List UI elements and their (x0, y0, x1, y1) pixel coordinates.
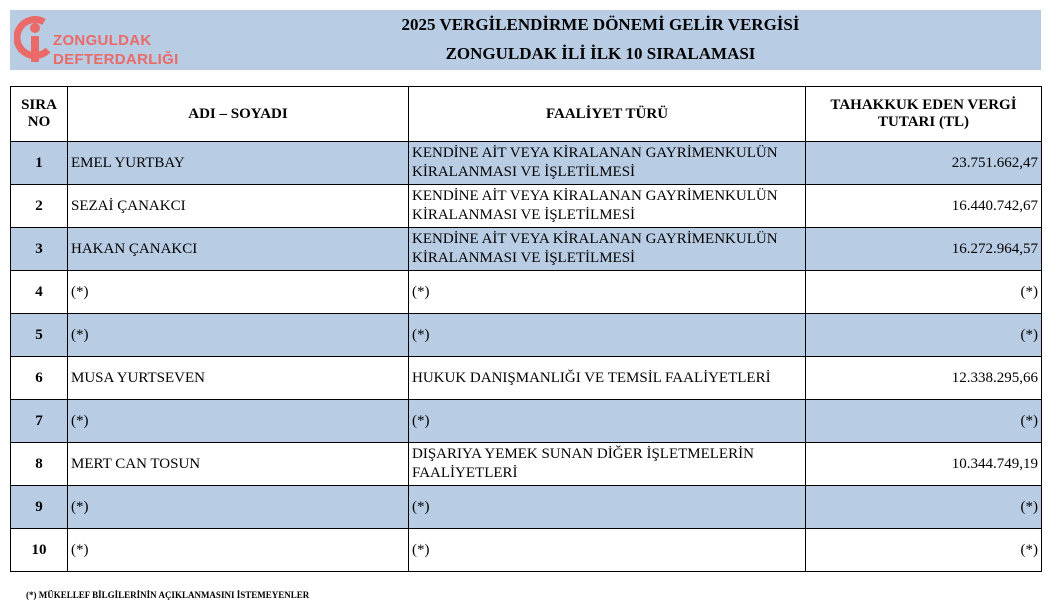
activity-line1: (*) (412, 283, 430, 300)
table-row (11, 529, 1042, 572)
activity-line2: FAALİYETLERİ (412, 465, 518, 481)
column-header-name: ADI – SOYADI (68, 87, 409, 142)
tax-amount: (*) (806, 529, 1042, 572)
taxpayer-name: EMEL YURTBAY (68, 142, 409, 185)
footnote: (*) MÜKELLEF BİLGİLERİNİN AÇIKLANMASINI İSTEMEYENLER (26, 590, 310, 600)
tax-amount: 10.344.749,19 (806, 443, 1042, 486)
tax-amount: 16.272.964,57 (806, 228, 1042, 271)
row-number: 5 (11, 314, 68, 357)
activity-type (409, 314, 806, 357)
page-title: 2025 VERGİLENDİRME DÖNEMİ GELİR VERGİSİ (401, 15, 800, 34)
row-number: 9 (11, 486, 68, 529)
activity-line1: (*) (412, 541, 430, 558)
table-row (11, 357, 1042, 400)
activity-line1: KENDİNE AİT VEYA KİRALANAN GAYRİMENKULÜN (412, 231, 778, 247)
activity-line1: DIŞARIYA YEMEK SUNAN DİĞER İŞLETMELERİN (412, 446, 754, 462)
activity-type (409, 142, 806, 185)
row-number: 8 (11, 443, 68, 486)
table-header-row (11, 87, 1042, 142)
activity-line1: KENDİNE AİT VEYA KİRALANAN GAYRİMENKULÜN (412, 188, 778, 204)
activity-line1: KENDİNE AİT VEYA KİRALANAN GAYRİMENKULÜN (412, 145, 778, 161)
row-number: 3 (11, 228, 68, 271)
activity-type (409, 185, 806, 228)
tax-amount: (*) (806, 314, 1042, 357)
tax-amount: 12.338.295,66 (806, 357, 1042, 400)
header-band (10, 10, 1041, 70)
taxpayer-name: (*) (68, 400, 409, 443)
taxpayer-name: (*) (68, 314, 409, 357)
table-row (11, 142, 1042, 185)
page-subtitle: ZONGULDAK İLİ İLK 10 SIRALAMASI (445, 44, 756, 63)
row-number: 1 (11, 142, 68, 185)
logo-line2: DEFTERDARLIĞI (53, 51, 179, 68)
table-row (11, 400, 1042, 443)
column-header-amount: TAHAKKUK EDEN VERGİ TUTARI (TL) (806, 87, 1042, 142)
row-number: 4 (11, 271, 68, 314)
taxpayer-name: (*) (68, 529, 409, 572)
logo-emblem-icon (14, 16, 54, 66)
activity-type (409, 529, 806, 572)
logo-line1: ZONGULDAK (53, 32, 152, 49)
column-header-activity: FAALİYET TÜRÜ (409, 87, 806, 142)
activity-line1: (*) (412, 498, 430, 515)
table-row (11, 443, 1042, 486)
table-row (11, 271, 1042, 314)
row-number: 6 (11, 357, 68, 400)
activity-line2: KİRALANMASI VE İŞLETİLMESİ (412, 207, 636, 223)
table-row (11, 486, 1042, 529)
table-row (11, 228, 1042, 271)
activity-type (409, 443, 806, 486)
table-row (11, 314, 1042, 357)
activity-type (409, 357, 806, 400)
activity-line2: KİRALANMASI VE İŞLETİLMESİ (412, 164, 636, 180)
tax-amount: 23.751.662,47 (806, 142, 1042, 185)
tax-amount: 16.440.742,67 (806, 185, 1042, 228)
column-header-no: SIRA NO (11, 87, 68, 142)
table-row (11, 185, 1042, 228)
taxpayer-name: (*) (68, 486, 409, 529)
activity-line1: HUKUK DANIŞMANLIĞI VE TEMSİL FAALİYETLERİ (412, 369, 771, 386)
ranking-table (10, 86, 1042, 572)
taxpayer-name: SEZAİ ÇANAKCI (68, 185, 409, 228)
row-number: 2 (11, 185, 68, 228)
table-body (11, 142, 1042, 572)
tax-amount: (*) (806, 400, 1042, 443)
activity-line1: (*) (412, 326, 430, 343)
activity-line1: (*) (412, 412, 430, 429)
activity-line2: KİRALANMASI VE İŞLETİLMESİ (412, 250, 636, 266)
taxpayer-name: HAKAN ÇANAKCI (68, 228, 409, 271)
activity-type (409, 400, 806, 443)
tax-amount: (*) (806, 271, 1042, 314)
activity-type (409, 486, 806, 529)
tax-amount: (*) (806, 486, 1042, 529)
row-number: 7 (11, 400, 68, 443)
row-number: 10 (11, 529, 68, 572)
activity-type (409, 271, 806, 314)
taxpayer-name: MUSA YURTSEVEN (68, 357, 409, 400)
activity-type (409, 228, 806, 271)
taxpayer-name: MERT CAN TOSUN (68, 443, 409, 486)
taxpayer-name: (*) (68, 271, 409, 314)
